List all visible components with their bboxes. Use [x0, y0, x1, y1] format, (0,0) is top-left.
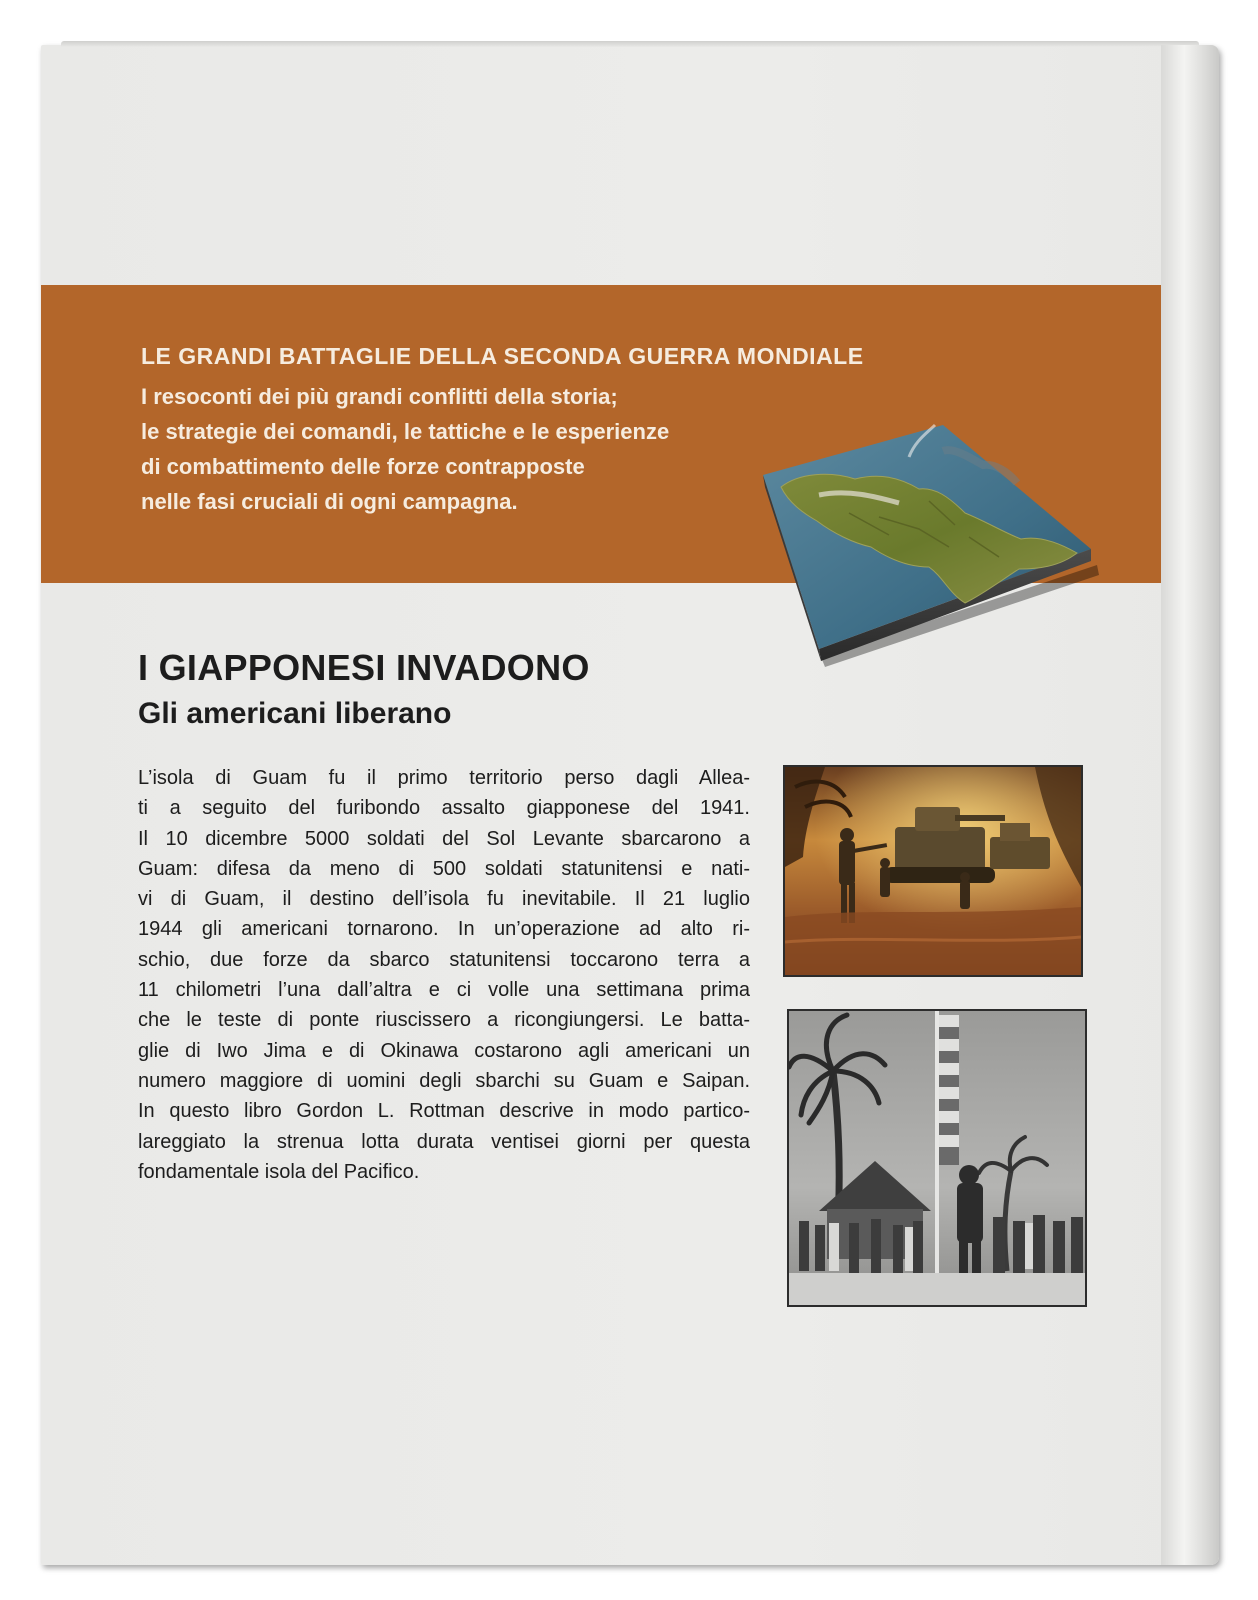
series-description-line: nelle fasi cruciali di ogni campagna.: [141, 489, 518, 514]
flag-raising-photo: [787, 1009, 1087, 1307]
blurb-line: ti a seguito del furibondo assalto giapponese del 1941.: [138, 797, 750, 820]
series-description-line: di combattimento delle forze contrapposte: [141, 454, 585, 479]
series-description: [141, 379, 781, 519]
blurb-line: 1944 gli americani tornarono. In un’operazione ad alto ri-: [138, 918, 750, 941]
blurb-line: che le teste di ponte riuscissero a ricongiungersi. Le batta-: [138, 1009, 750, 1032]
blurb-line: Il 10 dicembre 5000 soldati del Sol Levante sbarcarono a: [138, 827, 750, 850]
battle-painting: [783, 765, 1083, 977]
blurb-line: 11 chilometri l’una dall’altra e ci volle una settimana prima: [138, 979, 750, 1002]
island-relief-map: [759, 417, 1099, 667]
blurb-line: vi di Guam, il destino dell’isola fu inevitabile. Il 21 luglio: [138, 888, 750, 911]
cover-top-edge: [61, 41, 1199, 47]
blurb-line: schio, due forze da sbarco statunitensi toccarono terra a: [138, 948, 750, 971]
blurb-line: lareggiato la strenua lotta durata ventisei giorni per questa: [138, 1130, 750, 1153]
blurb-line: numero maggiore di uomini degli sbarchi su Guam e Saipan.: [138, 1069, 750, 1092]
cover-spine-edge: [1161, 45, 1219, 1565]
series-title: LE GRANDI BATTAGLIE DELLA SECONDA GUERRA MONDIALE: [141, 343, 864, 369]
series-description-line: I resoconti dei più grandi conflitti della storia;: [141, 384, 618, 409]
series-description-line: le strategie dei comandi, le tattiche e le esperienze: [141, 419, 670, 444]
blurb-line: glie di Iwo Jima e di Okinawa costarono agli americani un: [138, 1039, 750, 1062]
book-back-cover: [41, 45, 1219, 1565]
blurb-line: L’isola di Guam fu il primo territorio perso dagli Allea-: [138, 767, 750, 789]
blurb-line: In questo libro Gordon L. Rottman descrive in modo partico-: [138, 1100, 750, 1123]
blurb-line: fondamentale isola del Pacifico.: [138, 1160, 420, 1183]
book-subtitle: Gli americani liberano: [138, 697, 452, 730]
blurb-text: [138, 763, 750, 1187]
blurb-line: Guam: difesa da meno di 500 soldati statunitensi e nati-: [138, 857, 750, 880]
book-title: I GIAPPONESI INVADONO: [138, 647, 590, 688]
